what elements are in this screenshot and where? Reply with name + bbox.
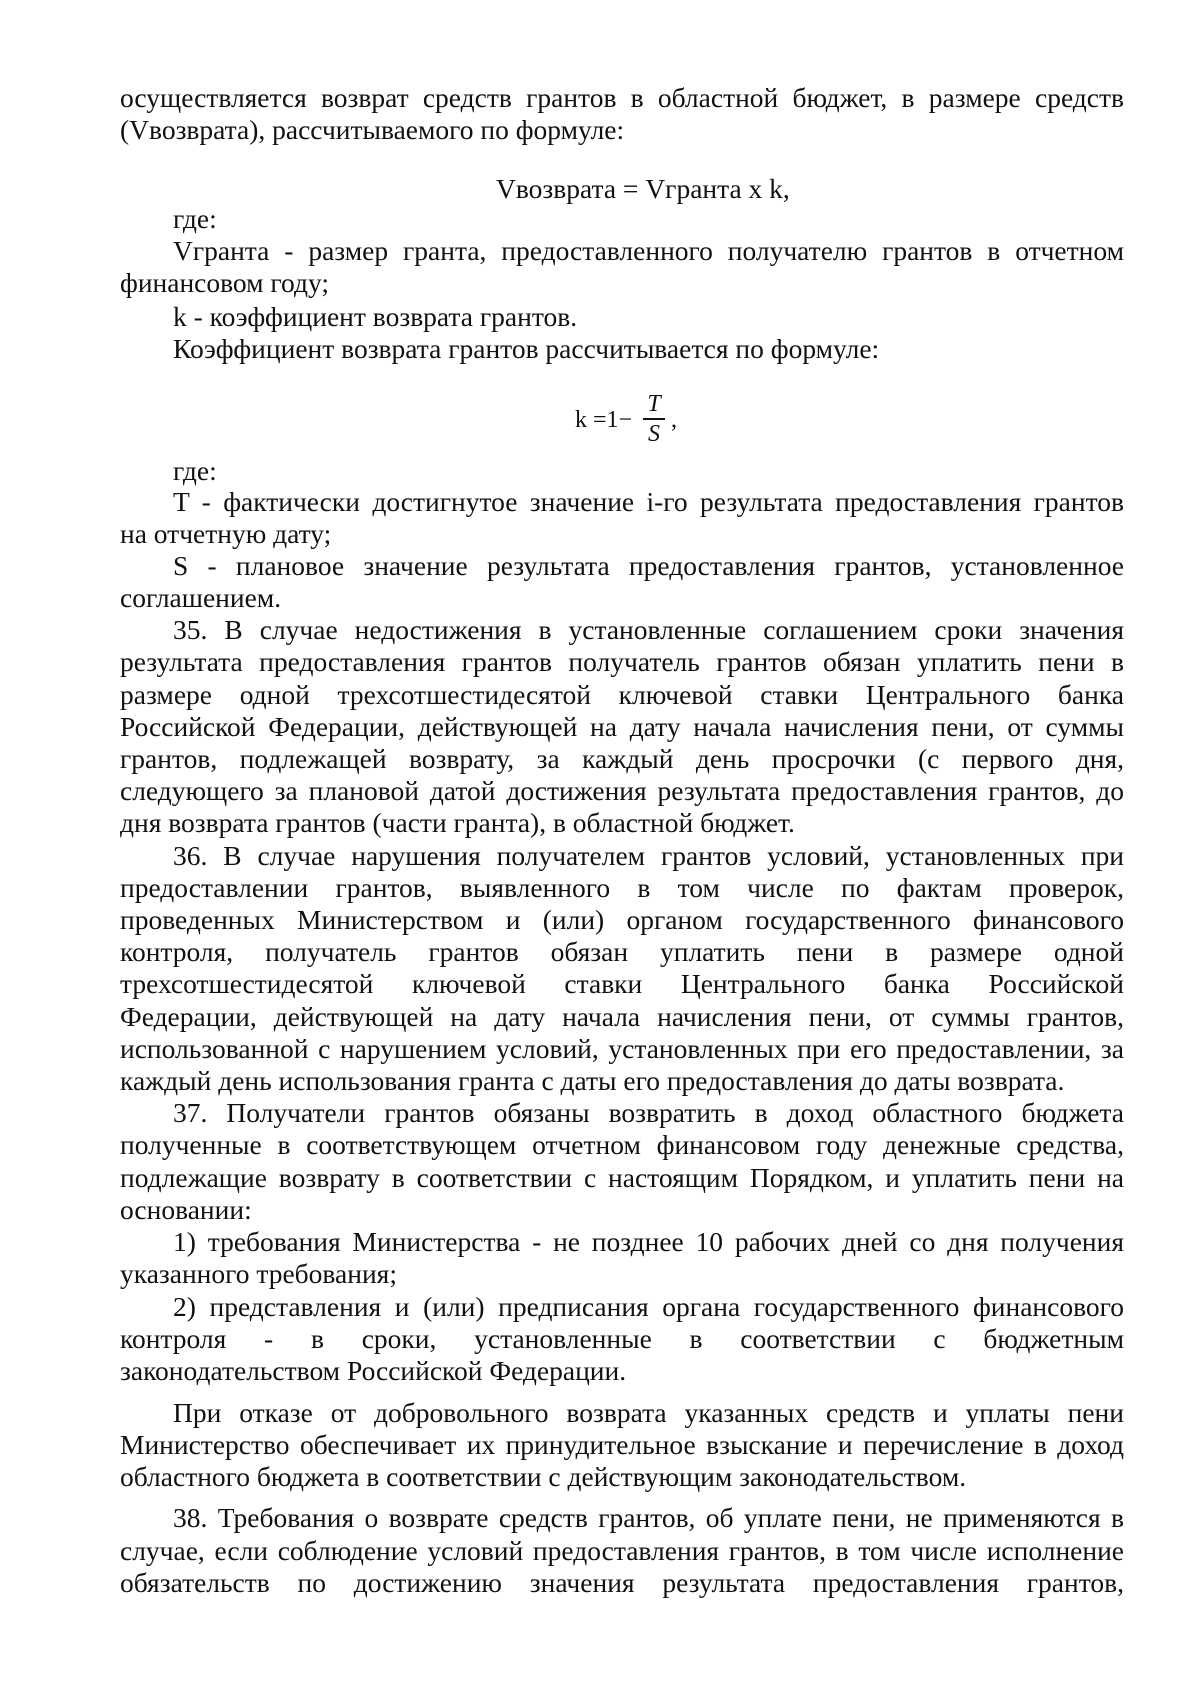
text-line: 36. В случае нарушения получателем грантов условий, установленных при <box>173 840 1124 871</box>
text-line: следующего за плановой датой достижения результата предоставления грантов, до <box>120 775 1124 806</box>
formula-k-fraction <box>643 391 665 447</box>
text-line: Федерации, действующей на дату начала начисления пени, от суммы грантов, <box>120 1001 1124 1032</box>
text-line: Коэффициент возврата грантов рассчитывается по формуле: <box>173 333 880 364</box>
text-line: указанного требования; <box>120 1258 397 1289</box>
text-line: основании: <box>120 1194 252 1225</box>
text-line: размере одной трехсотшестидесятой ключевой ставки Центрального банка <box>120 679 1124 710</box>
formula-k-numerator: T <box>647 391 661 417</box>
text-line: Российской Федерации, действующей на дату начала начисления пени, от суммы <box>120 711 1124 742</box>
formula-v-return: Vвозврата = Vгранта x k, <box>496 173 790 204</box>
fraction-bar <box>643 418 665 420</box>
text-line: полученные в соответствующем отчетном финансовом году денежные средства, <box>120 1129 1124 1160</box>
text-line: использованной с нарушением условий, установленных при его предоставлении, за <box>120 1033 1124 1064</box>
formula-k-denominator: S <box>648 420 660 447</box>
text-line: соглашением. <box>120 582 282 613</box>
text-line: где: <box>173 455 217 486</box>
text-line: дня возврата грантов (части гранта), в областной бюджет. <box>120 807 795 838</box>
text-line: 37. Получатели грантов обязаны возвратить в доход областного бюджета <box>173 1097 1124 1128</box>
text-line: 1) требования Министерства - не позднее 10 рабочих дней со дня получения <box>173 1226 1124 1257</box>
formula-k-comma: , <box>671 407 677 433</box>
text-line: 38. Требования о возврате средств грантов, об уплате пени, не применяются в <box>173 1502 1124 1533</box>
text-line: осуществляется возврат средств грантов в областной бюджет, в размере средств <box>120 82 1124 113</box>
text-line: где: <box>173 203 217 234</box>
text-line: на отчетную дату; <box>120 518 332 549</box>
text-line: контроля - в сроки, установленные в соответствии с бюджетным <box>120 1323 1124 1354</box>
text-line: областного бюджета в соответствии с действующим законодательством. <box>120 1461 967 1492</box>
text-line: k - коэффициент возврата грантов. <box>173 301 578 332</box>
text-line: каждый день использования гранта с даты его предоставления до даты возврата. <box>120 1065 1065 1096</box>
text-line: Vгранта - размер гранта, предоставленного получателю грантов в отчетном <box>173 235 1124 266</box>
text-line: грантов, подлежащей возврату, за каждый день просрочки (с первого дня, <box>120 743 1124 774</box>
text-line: Министерство обеспечивает их принудительное взыскание и перечисление в доход <box>120 1429 1124 1460</box>
text-line: T - фактически достигнутое значение i-го результата предоставления грантов <box>173 486 1124 517</box>
text-line: предоставлении грантов, выявленного в том числе по фактам проверок, <box>120 872 1124 903</box>
text-line: проведенных Министерством и (или) органом государственного финансового <box>120 904 1124 935</box>
text-line: обязательств по достижению значения результата предоставления грантов, <box>120 1567 1124 1598</box>
text-line: (Vвозврата), рассчитываемого по формуле: <box>120 114 625 145</box>
text-line: подлежащие возврату в соответствии с настоящим Порядком, и уплатить пени на <box>120 1162 1124 1193</box>
text-line: S - плановое значение результата предоставления грантов, установленное <box>173 550 1124 581</box>
text-line: законодательством Российской Федерации. <box>120 1355 627 1386</box>
text-line: 2) представления и (или) предписания органа государственного финансового <box>173 1291 1124 1322</box>
text-line: При отказе от добровольного возврата указанных средств и уплаты пени <box>173 1397 1124 1428</box>
text-line: трехсотшестидесятой ключевой ставки Центрального банка Российской <box>120 968 1124 999</box>
text-line: результата предоставления грантов получатель грантов обязан уплатить пени в <box>120 646 1124 677</box>
text-line: контроля, получатель грантов обязан уплатить пени в размере одной <box>120 936 1124 967</box>
formula-k-lhs: k =1− <box>575 407 633 433</box>
text-line: 35. В случае недостижения в установленные соглашением сроки значения <box>173 614 1124 645</box>
text-line: случае, если соблюдение условий предоставления грантов, в том числе исполнение <box>120 1535 1124 1566</box>
text-line: финансовом году; <box>120 267 330 298</box>
